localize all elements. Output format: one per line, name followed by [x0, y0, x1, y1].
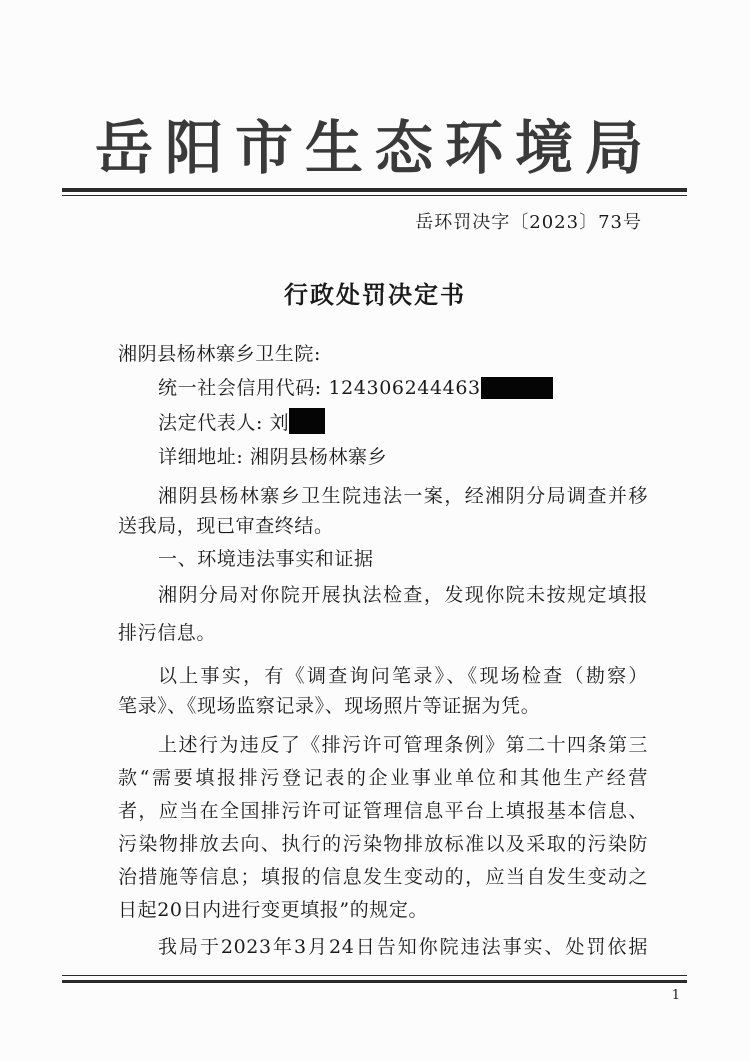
- redaction-bar: [289, 408, 325, 434]
- address-line: [158, 443, 648, 471]
- document-title: 行政处罚决定书: [284, 280, 466, 309]
- legal-rep-line: [158, 408, 648, 437]
- body-line: 排污信息。: [118, 622, 217, 644]
- footer-rule-thick: [62, 980, 687, 983]
- credit-code-label: 统一社会信用代码:: [158, 377, 322, 399]
- body-line: 治措施等信息；填报的信息发生变动的，应当自发生变动之: [118, 866, 648, 888]
- section-heading: 一、环境违法事实和证据: [158, 548, 374, 570]
- header-rule-thin: [62, 195, 687, 196]
- body-line: 上述行为违反了《排污许可管理条例》第二十四条第三: [158, 734, 648, 756]
- body-line: 湘阴县杨林寨乡卫生院违法一案，经湘阴分局调查并移: [158, 485, 648, 507]
- body-line: 以上事实，有《调查询问笔录》、《现场检查（勘察）: [158, 665, 648, 687]
- document-number: 岳环罚决字〔2023〕73号: [415, 212, 642, 233]
- footer-rule-thin: [62, 975, 687, 976]
- header-rule-thick: [62, 188, 687, 192]
- body-line: 者，应当在全国排污许可证管理信息平台上填报基本信息、: [118, 800, 648, 822]
- body-line: 污染物排放去向、执行的污染物排放标准以及采取的污染防: [118, 833, 648, 855]
- legal-rep-label: 法定代表人:: [158, 412, 264, 434]
- credit-code-line: [158, 374, 648, 402]
- address-value: 湘阴县杨林寨乡: [250, 446, 388, 468]
- body-line: 日起20日内进行变更填报”的规定。: [118, 899, 429, 921]
- redaction-bar: [481, 377, 553, 399]
- body-line: 送我局，现已审查终结。: [118, 515, 334, 537]
- address-label: 详细地址:: [158, 446, 244, 468]
- recipient-name: 湘阴县杨林寨乡卫生院:: [118, 343, 322, 365]
- page-number: 1: [671, 988, 680, 1003]
- legal-rep-value: 刘: [269, 412, 290, 434]
- body-line: 笔录》、《现场监察记录》、现场照片等证据为凭。: [118, 695, 541, 717]
- agency-letterhead: 岳阳市生态环境局: [94, 114, 655, 182]
- body-line: 湘阴分局对你院开展执法检查，发现你院未按规定填报: [158, 584, 648, 606]
- credit-code-value: 124306244463: [328, 377, 481, 399]
- body-line: 我局于2023年3月24日告知你院违法事实、处罚依据: [158, 936, 648, 958]
- body-line: 款“需要填报排污登记表的企业事业单位和其他生产经营: [118, 767, 648, 789]
